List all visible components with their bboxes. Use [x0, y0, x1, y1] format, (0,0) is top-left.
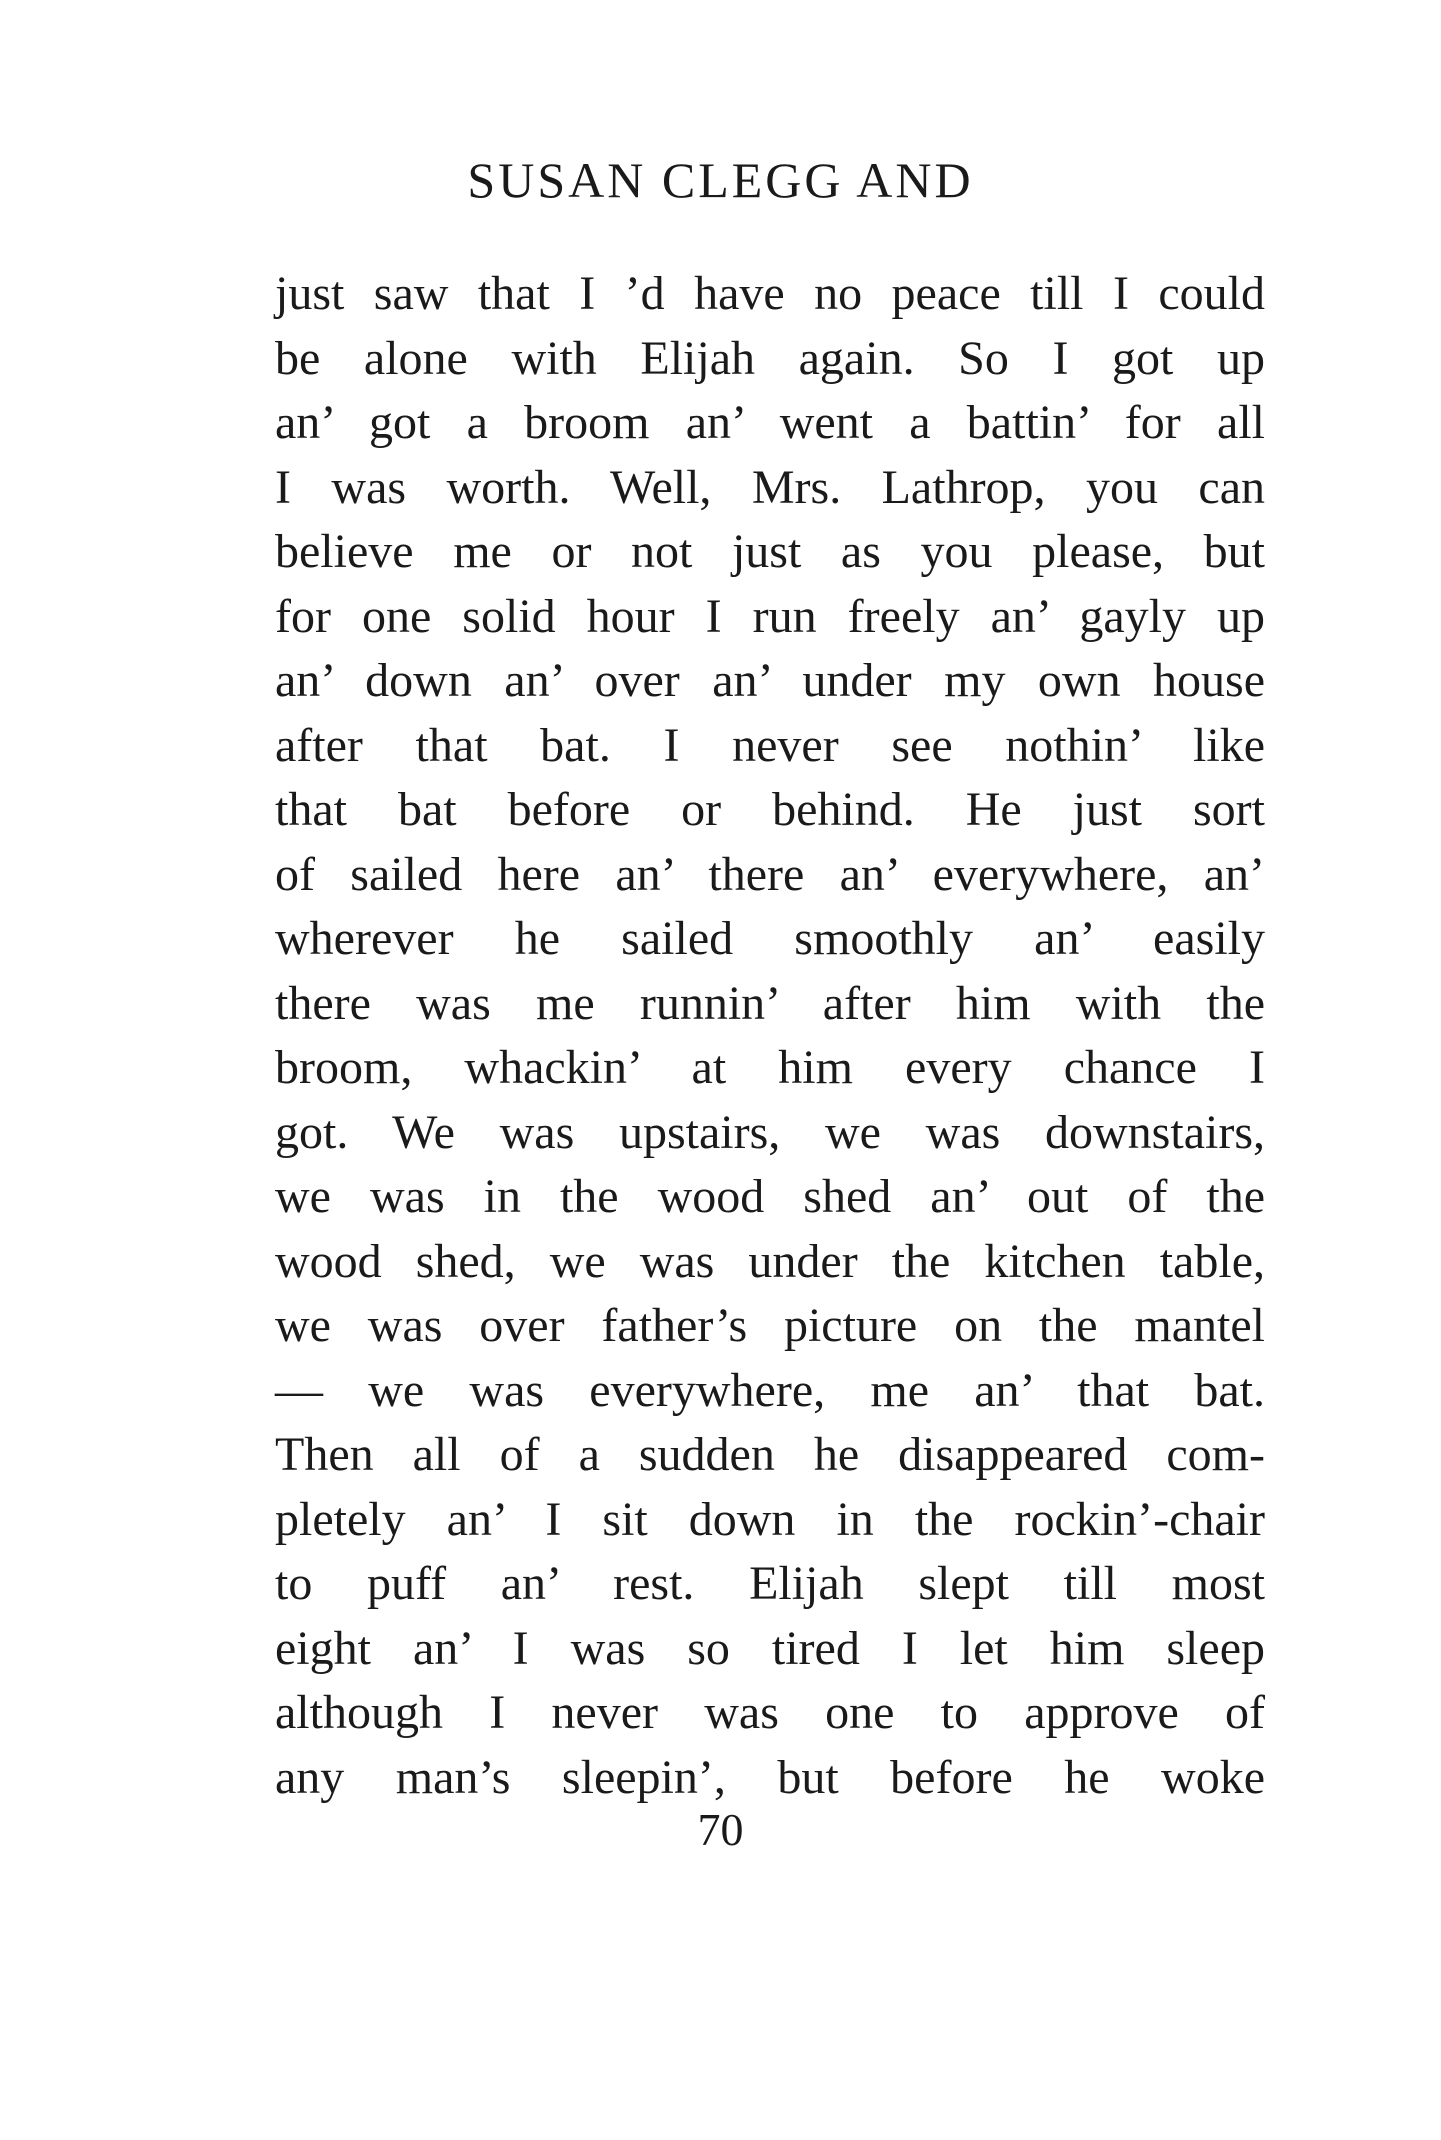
text-line: just saw that I ’d have no peace till I could: [275, 267, 1265, 320]
text-line: — we was everywhere, me an’ that bat.: [275, 1363, 1265, 1417]
text-line: wherever he sailed smoothly an’ easily: [275, 912, 1265, 965]
text-line: an’ down an’ over an’ under my own house: [275, 654, 1265, 707]
text-line: that bat before or behind. He just sort: [275, 783, 1265, 836]
text-line: got. We was upstairs, we was downstairs,: [275, 1105, 1265, 1159]
text-line: for one solid hour I run freely an’ gayly up: [275, 589, 1265, 643]
text-line: be alone with Elijah again. So I got up: [275, 331, 1265, 385]
text-line: we was over father’s picture on the mantel: [275, 1299, 1265, 1352]
text-line: Then all of a sudden he disappeared com-: [275, 1428, 1265, 1481]
text-line: there was me runnin’ after him with the: [275, 976, 1265, 1030]
running-head: SUSAN CLEGG AND: [467, 152, 974, 208]
text-line: an’ got a broom an’ went a battin’ for all: [275, 396, 1265, 449]
text-line: eight an’ I was so tired I let him sleep: [275, 1621, 1265, 1675]
page-number: 70: [697, 1804, 744, 1855]
body-text: [275, 262, 1265, 1810]
text-line: any man’s sleepin’, but before he woke: [275, 1750, 1265, 1804]
text-line: believe me or not just as you please, but: [275, 525, 1265, 578]
text-line: broom, whackin’ at him every chance I: [275, 1041, 1265, 1094]
text-line: after that bat. I never see nothin’ like: [275, 718, 1265, 772]
text-line: pletely an’ I sit down in the rockin’-chair: [275, 1492, 1265, 1546]
text-line: wood shed, we was under the kitchen table,: [275, 1234, 1265, 1288]
text-line: we was in the wood shed an’ out of the: [275, 1170, 1265, 1223]
text-line: I was worth. Well, Mrs. Lathrop, you can: [275, 460, 1265, 514]
text-line: although I never was one to approve of: [275, 1686, 1265, 1739]
text-line: of sailed here an’ there an’ everywhere, an’: [275, 847, 1265, 901]
text-line: to puff an’ rest. Elijah slept till most: [275, 1557, 1265, 1610]
